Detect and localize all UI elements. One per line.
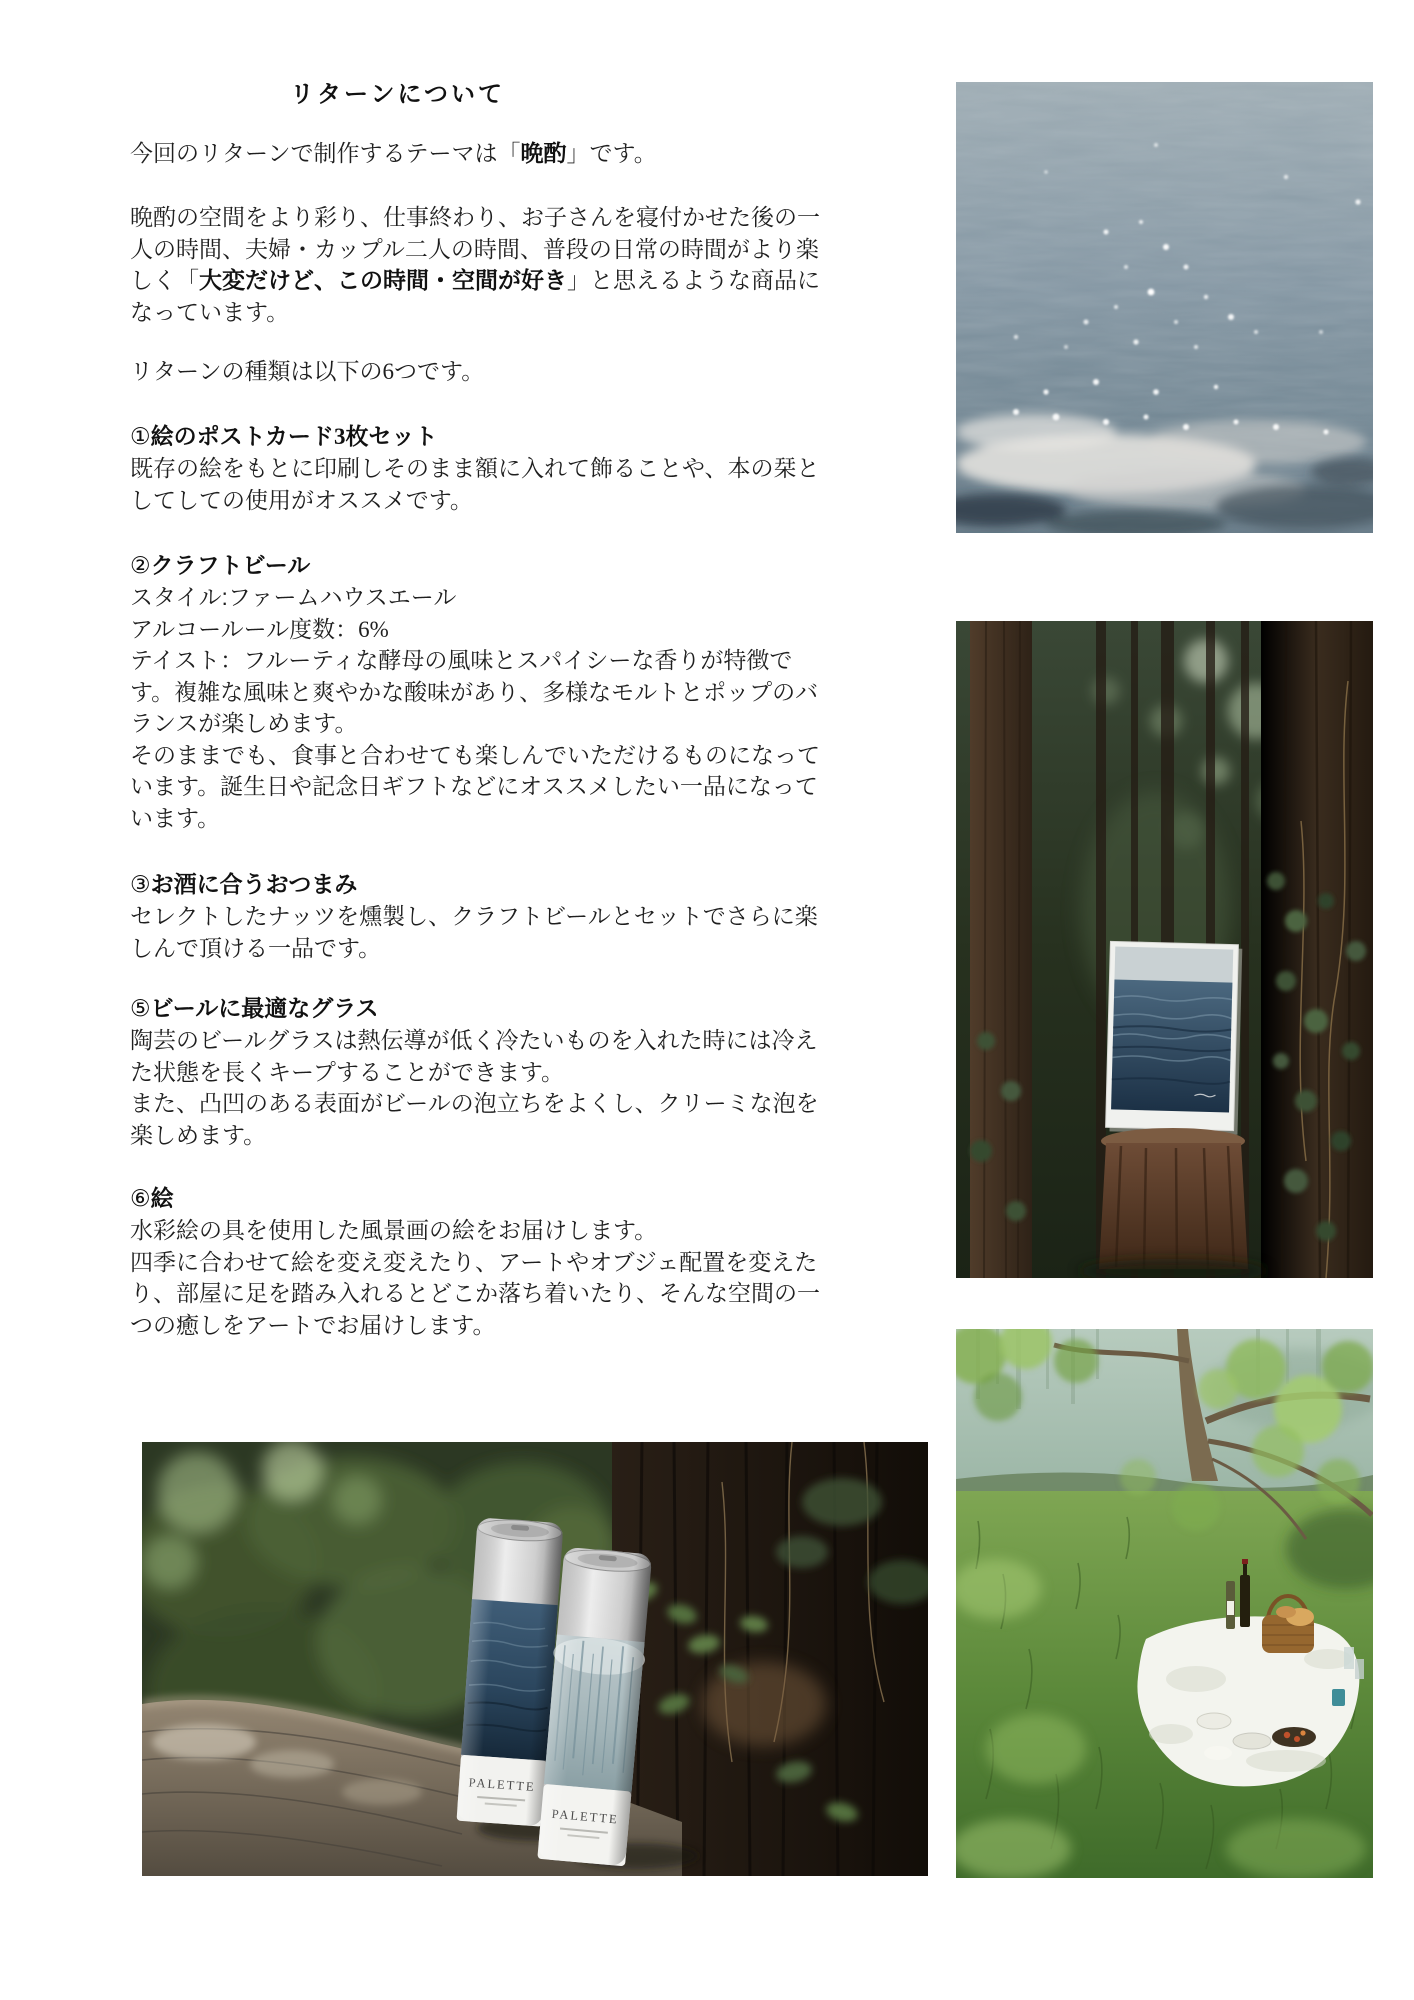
glass-keep-cold-paragraph: 陶芸のビールグラスは熱伝導が低く冷たいものを入れた時には冷えた状態を長くキープすることができます。 [130,1027,818,1085]
section-5-number: ⑤ [130,995,151,1021]
section-2-title: クラフトビール [150,552,311,578]
beer-abv-value: 6% [358,616,389,642]
section-5-title: ビールに最適なグラス [150,995,379,1021]
intro-count-pre: リターンの種類は以下の [130,358,383,384]
section-3-heading [130,869,835,901]
section-2-body [130,582,835,834]
forest-painting-illustration [956,621,1373,1278]
section-5-body [130,1025,835,1151]
sea-sparkle-illustration [956,82,1373,533]
section-2-number: ② [130,552,151,578]
section-2-heading [130,550,835,582]
intro-count-num: 6 [382,359,395,384]
intro-count-post: つです。 [394,358,485,384]
section-1-title-tail: 枚セット [345,423,438,449]
beer-abv-line [130,614,835,646]
section-5-heading [130,993,835,1025]
photo-sea-sparkle [956,82,1373,533]
intro-desc-pre: 晩酌の空間をより彩り、仕事終わり、お子さんを寝付かせた後の一人の時間、夫婦・カップル二人の時間、普段の日常の時間がより楽しく「 [130,204,820,293]
section-1-title-num: 3 [333,424,346,449]
section-1-body [130,453,835,516]
beer-taste-paragraph: テイスト：フルーティな酵母の風味とスパイシーな香りが特徴です。複雑な風味と爽やかな酸味があり、多様なモルトとポップのバランスが楽しめます。 [130,647,819,736]
section-6-title: 絵 [150,1185,174,1211]
intro-theme-line [130,138,835,170]
intro-desc-em: 大変だけど、この時間・空間が好き [199,267,567,293]
beer-cans-illustration [142,1442,928,1876]
intro-desc-post: 」と思えるような商品になっています。 [130,267,820,325]
section-3-body [130,901,835,964]
section-1-number: ① [130,423,151,449]
section-3-paragraph: セレクトしたナッツを燻製し、クラフトビールとセットでさらに楽しんで頂ける一品です。 [130,903,818,961]
section-1-title: 絵のポストカード [150,423,334,449]
painting-season-paragraph: 四季に合わせて絵を変え変えたり、アートやオブジェ配置を変えたり、部屋に足を踏み入れるとどこか落ち着いたり、そんな空間の一つの癒しをアートでお届けします。 [130,1248,820,1338]
intro-theme-pre: 今回のリターンで制作するテーマは「 [130,140,521,166]
intro-description [130,202,835,328]
beer-abv-label: アルコールール度数： [130,615,359,642]
page-title: リターンについて [290,81,506,108]
glass-foam-paragraph: また、凸凹のある表面がビールの泡立ちをよくし、クリーミな泡を楽しめます。 [130,1090,819,1148]
beer-style-line: スタイル:ファームハウスエール [130,584,457,610]
intro-theme-post: 」です。 [566,140,657,166]
section-6-number: ⑥ [130,1185,151,1211]
section-3-number: ③ [130,871,151,897]
photo-beer-cans [142,1442,928,1876]
section-1-heading [130,421,835,453]
photo-forest-painting [956,621,1373,1278]
section-6-body [130,1215,835,1341]
photo-picnic-lakeside [956,1329,1373,1878]
section-6-heading [130,1183,835,1215]
intro-count-line [130,356,835,388]
beer-gift-paragraph: そのままでも、食事と合わせても楽しんでいただけるものになっています。誕生日や記念日ギフトなどにオススメしたい一品になっています。 [130,741,820,831]
picnic-illustration [956,1329,1373,1878]
section-3-title: お酒に合うおつまみ [150,871,358,897]
section-1-paragraph: 既存の絵をもとに印刷しそのまま額に入れて飾ることや、本の栞としてしての使用がオススメです。 [130,455,820,513]
painting-watercolor-line: 水彩絵の具を使用した風景画の絵をお届けします。 [130,1217,658,1243]
intro-theme-em: 晩酌 [520,140,567,166]
